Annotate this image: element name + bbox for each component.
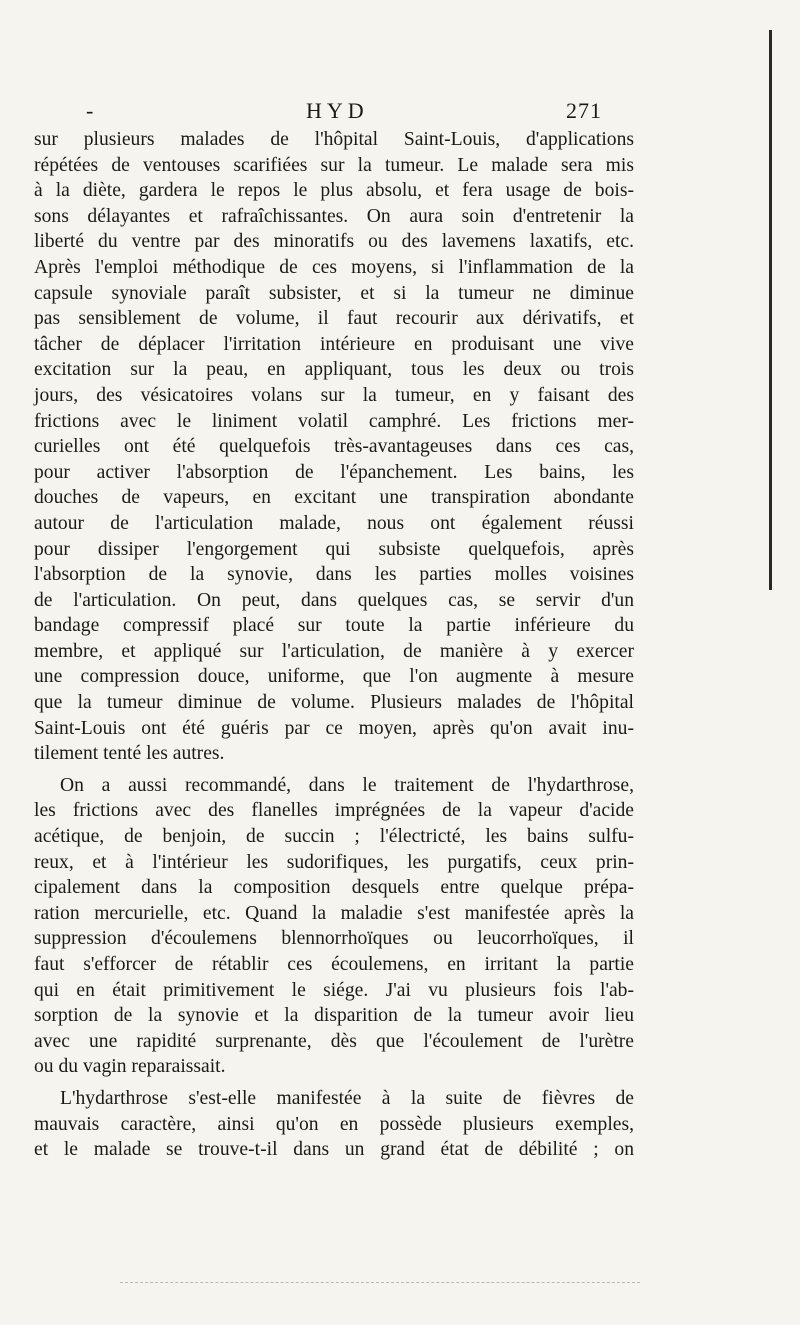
text-line: Après l'emploi méthodique de ces moyens, si l'inflammation de la bbox=[34, 256, 634, 278]
text-line: une compression douce, uniforme, que l'on augmente à mesure bbox=[34, 666, 634, 688]
page-number: 271 bbox=[566, 98, 602, 123]
text-line: que la tumeur diminue de volume. Plusieurs malades de l'hôpital bbox=[34, 692, 634, 714]
text-line: pour activer l'absorption de l'épanchement. Les bains, les bbox=[34, 461, 634, 483]
text-line: les frictions avec des flanelles imprégnées de la vapeur d'acide bbox=[34, 800, 634, 822]
text-line: frictions avec le liniment volatil camphré. Les frictions mer- bbox=[34, 410, 634, 432]
running-header bbox=[34, 98, 634, 128]
text-line: jours, des vésicatoires volans sur la tumeur, en y faisant des bbox=[34, 384, 634, 406]
text-line: acétique, de benjoin, de succin ; l'électricté, les bains sulfu- bbox=[34, 826, 634, 848]
body-text bbox=[34, 127, 634, 1163]
paragraph bbox=[34, 773, 634, 1080]
text-line: mauvais caractère, ainsi qu'on en possède plusieurs exemples, bbox=[34, 1113, 634, 1135]
text-line: l'absorption de la synovie, dans les parties molles voisines bbox=[34, 564, 634, 586]
scan-edge-rule bbox=[769, 30, 772, 590]
text-line: suppression d'écoulemens blennorrhoïques ou leucorrhoïques, il bbox=[34, 928, 634, 950]
text-line: bandage compressif placé sur toute la partie inférieure du bbox=[34, 615, 634, 637]
text-line: cipalement dans la composition desquels entre quelque prépa- bbox=[34, 877, 634, 899]
text-line: Saint-Louis ont été guéris par ce moyen, après qu'on avait inu- bbox=[34, 717, 634, 739]
text-line: ou du vagin reparaissait. bbox=[34, 1056, 226, 1078]
paragraph bbox=[34, 1086, 634, 1163]
text-line: capsule synoviale paraît subsister, et si la tumeur ne diminue bbox=[34, 282, 634, 304]
text-line: tilement tenté les autres. bbox=[34, 743, 225, 765]
text-line: de l'articulation. On peut, dans quelques cas, se servir d'un bbox=[34, 589, 634, 611]
text-line: pour dissiper l'engorgement qui subsiste quelquefois, après bbox=[34, 538, 634, 560]
text-line: autour de l'articulation malade, nous ont également réussi bbox=[34, 512, 634, 534]
text-line: sorption de la synovie et la disparition de la tumeur avoir lieu bbox=[34, 1005, 634, 1027]
text-line: avec une rapidité surprenante, dès que l'écoulement de l'urètre bbox=[34, 1030, 634, 1052]
text-line: reux, et à l'intérieur les sudorifiques, les purgatifs, ceux prin- bbox=[34, 851, 634, 873]
header-dash: - bbox=[86, 98, 94, 123]
bottom-scan-noise bbox=[120, 1282, 640, 1284]
text-line: On a aussi recommandé, dans le traitement de l'hydarthrose, bbox=[60, 774, 634, 796]
text-line: L'hydarthrose s'est-elle manifestée à la suite de fièvres de bbox=[60, 1087, 634, 1109]
paragraph bbox=[34, 127, 634, 767]
text-line: douches de vapeurs, en excitant une transpiration abondante bbox=[34, 487, 634, 509]
text-line: sons délayantes et rafraîchissantes. On aura soin d'entretenir la bbox=[34, 205, 634, 227]
text-line: ration mercurielle, etc. Quand la maladie s'est manifestée après la bbox=[34, 902, 634, 924]
header-title: HYD bbox=[306, 98, 369, 123]
text-line: qui en était primitivement le siége. J'ai vu plusieurs fois l'ab- bbox=[34, 979, 634, 1001]
text-line: curielles ont été quelquefois très-avantageuses dans ces cas, bbox=[34, 436, 634, 458]
text-line: excitation sur la peau, en appliquant, tous les deux ou trois bbox=[34, 359, 634, 381]
text-line: et le malade se trouve-t-il dans un grand état de débilité ; on bbox=[34, 1139, 634, 1161]
text-line: tâcher de déplacer l'irritation intérieure en produisant une vive bbox=[34, 333, 634, 355]
text-line: répétées de ventouses scarifiées sur la tumeur. Le malade sera mis bbox=[34, 154, 634, 176]
text-line: membre, et appliqué sur l'articulation, de manière à y exercer bbox=[34, 640, 634, 662]
text-line: liberté du ventre par des minoratifs ou des lavemens laxatifs, etc. bbox=[34, 231, 634, 253]
text-line: sur plusieurs malades de l'hôpital Saint-Louis, d'applications bbox=[34, 129, 634, 150]
text-line: à la diète, gardera le repos le plus absolu, et fera usage de bois- bbox=[34, 180, 634, 202]
text-line: pas sensiblement de volume, il faut recourir aux dérivatifs, et bbox=[34, 308, 634, 330]
text-line: faut s'efforcer de rétablir ces écoulemens, en irritant la partie bbox=[34, 954, 634, 975]
